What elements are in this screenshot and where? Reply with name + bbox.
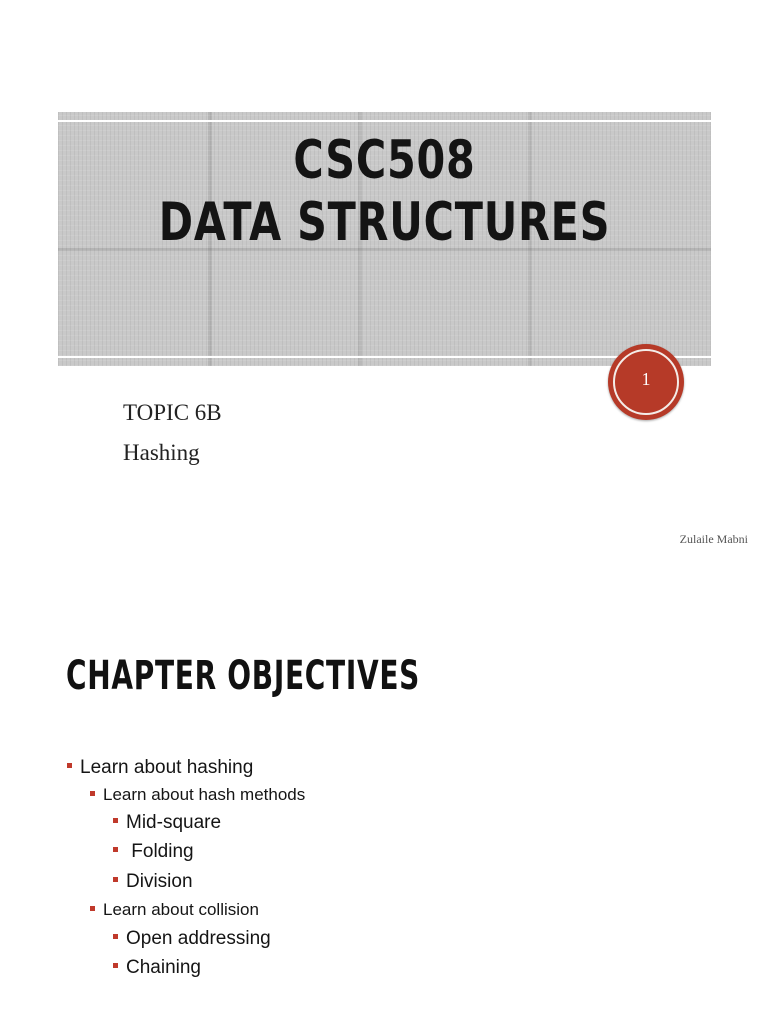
list-item-text: Mid-square [126,812,222,833]
topic-label: TOPIC 6B [123,400,222,425]
author-name: Zulaile Mabni [679,532,748,546]
list-item-text: Learn about hashing [80,757,254,778]
bullet-marker [113,818,118,823]
list-item [113,928,271,950]
bullet-marker [113,877,118,882]
list-item [90,785,305,805]
objectives-heading: CHAPTER OBJECTIVES [66,653,421,699]
list-item [113,957,201,979]
bullet-marker [113,963,118,968]
list-item-text: Open addressing [126,928,271,949]
list-item-text: Chaining [126,957,201,978]
topic-subject: Hashing [123,440,200,465]
bullet-marker [113,934,118,939]
title-course-code: CSC508 [293,130,476,191]
bullet-marker [90,791,95,796]
list-item-text: Learn about hash methods [103,785,306,804]
list-item [67,757,253,779]
list-item [90,900,259,920]
list-item-text: Division [126,871,193,892]
list-item [113,871,193,893]
list-item [113,841,194,863]
bullet-marker [67,763,72,768]
bullet-marker [113,847,118,852]
list-item [113,812,221,834]
bullet-marker [90,906,95,911]
list-item-text: Learn about collision [103,900,259,919]
slide-number: 1 [641,369,651,389]
list-item-text: Folding [126,841,194,862]
title-course-name: DATA STRUCTURES [158,192,611,253]
